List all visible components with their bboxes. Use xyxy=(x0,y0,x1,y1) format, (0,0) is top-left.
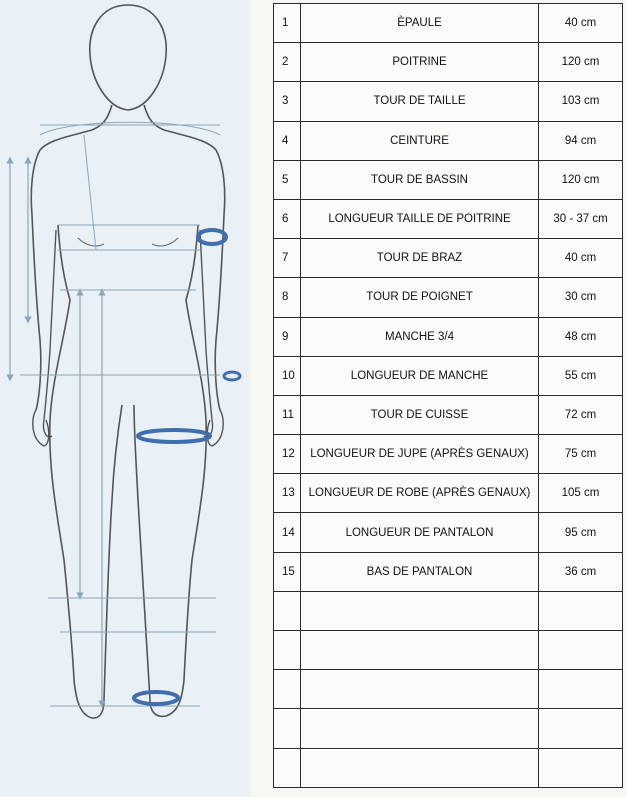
measurement-value: 94 cm xyxy=(539,121,623,160)
measurement-value: 75 cm xyxy=(539,435,623,474)
table-row xyxy=(274,748,623,787)
measurement-label xyxy=(301,631,539,670)
measurement-value: 120 cm xyxy=(539,43,623,82)
measurement-label: CEINTURE xyxy=(301,121,539,160)
measurement-label: BAS DE PANTALON xyxy=(301,552,539,591)
row-number xyxy=(274,748,301,787)
body-silhouette-icon xyxy=(0,0,250,797)
measurement-label: TOUR DE TAILLE xyxy=(301,82,539,121)
table-row xyxy=(274,513,623,552)
row-number: 10 xyxy=(274,356,301,395)
measurement-value: 72 cm xyxy=(539,395,623,434)
table-row xyxy=(274,670,623,709)
measurement-label xyxy=(301,709,539,748)
measurement-value xyxy=(539,670,623,709)
measurement-label xyxy=(301,591,539,630)
body-measurement-figure xyxy=(0,0,250,797)
measurement-value: 120 cm xyxy=(539,160,623,199)
row-number: 15 xyxy=(274,552,301,591)
measurement-table xyxy=(273,3,623,788)
row-number: 13 xyxy=(274,474,301,513)
row-number: 3 xyxy=(274,82,301,121)
table-row xyxy=(274,82,623,121)
measurement-value: 30 - 37 cm xyxy=(539,199,623,238)
table-row xyxy=(274,591,623,630)
table-row xyxy=(274,4,623,43)
table-row xyxy=(274,709,623,748)
table-row xyxy=(274,631,623,670)
table-row xyxy=(274,356,623,395)
measurement-value: 103 cm xyxy=(539,82,623,121)
measurement-label xyxy=(301,670,539,709)
measurement-label: POITRINE xyxy=(301,43,539,82)
measurement-label: LONGUEUR DE PANTALON xyxy=(301,513,539,552)
row-number: 2 xyxy=(274,43,301,82)
table-row xyxy=(274,239,623,278)
measurement-value xyxy=(539,631,623,670)
measurement-label: MANCHE 3/4 xyxy=(301,317,539,356)
row-number xyxy=(274,670,301,709)
table-row xyxy=(274,474,623,513)
row-number: 4 xyxy=(274,121,301,160)
measurement-value: 95 cm xyxy=(539,513,623,552)
row-number: 6 xyxy=(274,199,301,238)
table-row xyxy=(274,199,623,238)
measurement-value: 40 cm xyxy=(539,239,623,278)
measurement-label: LONGUEUR DE JUPE (APRÈS GENAUX) xyxy=(301,435,539,474)
row-number xyxy=(274,631,301,670)
measurement-value xyxy=(539,709,623,748)
row-number: 7 xyxy=(274,239,301,278)
table-row xyxy=(274,121,623,160)
measurement-value xyxy=(539,591,623,630)
row-number: 11 xyxy=(274,395,301,434)
measurement-value: 105 cm xyxy=(539,474,623,513)
table-row xyxy=(274,435,623,474)
measurement-label xyxy=(301,748,539,787)
measurement-label: TOUR DE BRAZ xyxy=(301,239,539,278)
measurement-label: ÈPAULE xyxy=(301,4,539,43)
measurement-label: LONGUEUR DE ROBE (APRÈS GENAUX) xyxy=(301,474,539,513)
row-number: 8 xyxy=(274,278,301,317)
measurement-value: 48 cm xyxy=(539,317,623,356)
measurement-value xyxy=(539,748,623,787)
measurement-value: 36 cm xyxy=(539,552,623,591)
table-row xyxy=(274,278,623,317)
table-row xyxy=(274,395,623,434)
measurement-label: LONGUEUR TAILLE DE POITRINE xyxy=(301,199,539,238)
measurement-label: TOUR DE CUISSE xyxy=(301,395,539,434)
row-number: 1 xyxy=(274,4,301,43)
measurement-label: TOUR DE BASSIN xyxy=(301,160,539,199)
table-row xyxy=(274,552,623,591)
table-row xyxy=(274,317,623,356)
table-row xyxy=(274,160,623,199)
measurement-value: 30 cm xyxy=(539,278,623,317)
row-number: 5 xyxy=(274,160,301,199)
row-number xyxy=(274,709,301,748)
measurement-value: 40 cm xyxy=(539,4,623,43)
table-row xyxy=(274,43,623,82)
row-number xyxy=(274,591,301,630)
row-number: 12 xyxy=(274,435,301,474)
row-number: 14 xyxy=(274,513,301,552)
measurement-value: 55 cm xyxy=(539,356,623,395)
row-number: 9 xyxy=(274,317,301,356)
measurement-label: TOUR DE POIGNET xyxy=(301,278,539,317)
measurement-label: LONGUEUR DE MANCHE xyxy=(301,356,539,395)
